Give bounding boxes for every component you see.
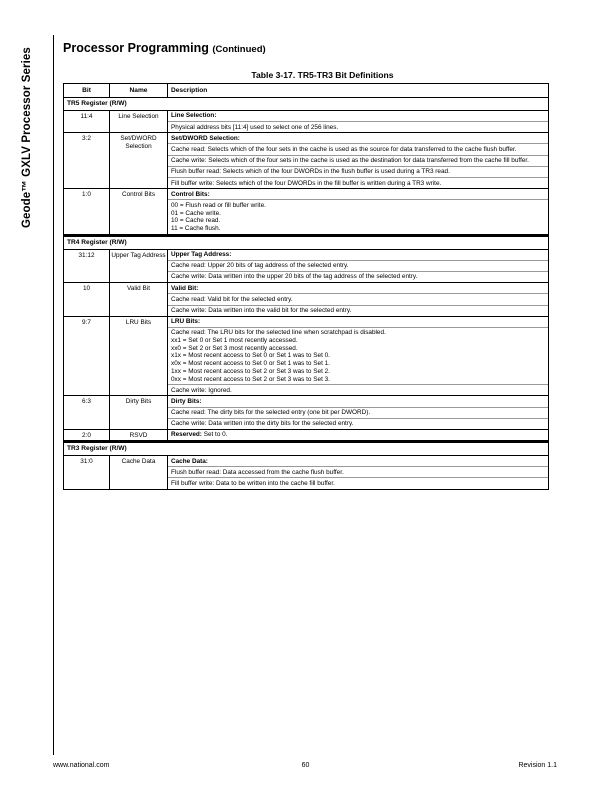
- description-subline: Cache read: The LRU bits for the selected line when scratchpad is disabled.: [171, 329, 386, 337]
- table-row: [64, 133, 549, 189]
- bit-cell: 9:7: [64, 316, 110, 396]
- bit-cell: 10: [64, 283, 110, 317]
- description-subline: 1xx = Most recent access to Set 2 or Set 3 was to Set 2.: [171, 367, 330, 375]
- column-header-bit: Bit: [64, 84, 110, 98]
- description-line: [168, 327, 548, 384]
- register-section-label: TR5 Register (R/W): [64, 98, 549, 111]
- side-series-title: [21, 40, 43, 228]
- register-section-row: [64, 98, 549, 111]
- register-section-row: [64, 235, 549, 249]
- description-line: Cache write: Selects which of the four sets in the cache is used as the destination for data transferred from the cache fill buffer.: [168, 155, 548, 166]
- description-cell: [168, 316, 549, 396]
- table-title: Table 3-17. TR5-TR3 Bit Definitions: [251, 70, 394, 80]
- name-cell: LRU Bits: [110, 316, 168, 396]
- heading-suffix: (Continued): [212, 44, 266, 55]
- bit-cell: 11:4: [64, 110, 110, 132]
- description-line: Cache read: Valid bit for the selected entry.: [168, 293, 548, 304]
- description-cell: [168, 133, 549, 189]
- description-subline: x1x = Most recent access to Set 0 or Set 1 was to Set 0.: [171, 352, 330, 360]
- description-line: [168, 430, 548, 440]
- description-text: Set to 0.: [203, 431, 228, 439]
- description-heading: Cache Data:: [171, 457, 208, 465]
- description-subline: 00 = Flush read or fill buffer write.: [171, 201, 266, 209]
- column-header-description: Description: [168, 84, 549, 98]
- table-row: [64, 283, 549, 317]
- description-heading: Upper Tag Address:: [171, 251, 232, 259]
- description-heading: LRU Bits:: [171, 318, 201, 326]
- table-row: [64, 456, 549, 490]
- bit-cell: 1:0: [64, 189, 110, 235]
- bit-cell: 31:12: [64, 249, 110, 283]
- description-heading: Dirty Bits:: [171, 397, 202, 405]
- name-cell: Control Bits: [110, 189, 168, 235]
- description-line: Flush buffer read: Selects which of the four DWORDs in the flush buffer is used during a TR3 read.: [168, 166, 548, 177]
- description-line: Flush buffer read: Data accessed from the cache flush buffer.: [168, 466, 548, 477]
- description-line: Fill buffer write: Data to be written into the cache fill buffer.: [168, 477, 548, 488]
- table-row: [64, 189, 549, 235]
- description-line: Fill buffer write: Selects which of the four DWORDs in the fill buffer is written during a TR3 write.: [168, 177, 548, 188]
- description-line: Physical address bits [11:4] used to select one of 256 lines.: [168, 121, 548, 132]
- name-cell: Line Selection: [110, 110, 168, 132]
- heading-main: Processor Programming: [63, 41, 209, 55]
- bit-cell: 2:0: [64, 429, 110, 441]
- description-cell: [168, 283, 549, 317]
- name-cell: RSVD: [110, 429, 168, 441]
- description-heading: Reserved:: [171, 431, 202, 439]
- description-line: Cache read: Upper 20 bits of tag address of the selected entry.: [168, 260, 548, 271]
- table-row: [64, 249, 549, 283]
- description-cell: [168, 249, 549, 283]
- footer-page-number: 60: [301, 762, 310, 769]
- table-body: [64, 98, 549, 490]
- description-subline: 0xx = Most recent access to Set 2 or Set 3 was to Set 3.: [171, 375, 330, 383]
- description-line: Cache write: Data written into the valid bit for the selected entry.: [168, 305, 548, 316]
- description-line: Cache read: Selects which of the four sets in the cache is used as the source for data transferred to the cache flush buffer.: [168, 143, 548, 154]
- description-cell: [168, 429, 549, 441]
- description-cell: [168, 456, 549, 490]
- description-heading: Control Bits:: [171, 190, 210, 198]
- description-cell: [168, 110, 549, 132]
- table-row: [64, 316, 549, 396]
- table-header-row: [64, 84, 549, 98]
- description-line: [168, 199, 548, 233]
- description-subline: x0x = Most recent access to Set 0 or Set 1 was to Set 1.: [171, 360, 330, 368]
- name-cell: Set/DWORD Selection: [110, 133, 168, 189]
- description-cell: [168, 189, 549, 235]
- description-subline: xx0 = Set 2 or Set 3 most recently accessed.: [171, 344, 298, 352]
- bit-cell: 3:2: [64, 133, 110, 189]
- footer-website: www.national.com: [53, 762, 110, 769]
- footer-revision: Revision 1.1: [518, 762, 557, 769]
- table-row: [64, 429, 549, 441]
- bit-cell: 6:3: [64, 396, 110, 430]
- register-section-label: TR3 Register (R/W): [64, 442, 549, 456]
- register-section-label: TR4 Register (R/W): [64, 235, 549, 249]
- description-line: Cache read: The dirty bits for the selected entry (one bit per DWORD).: [168, 407, 548, 418]
- table-row: [64, 396, 549, 430]
- name-cell: Dirty Bits: [110, 396, 168, 430]
- name-cell: Valid Bit: [110, 283, 168, 317]
- name-cell: Cache Data: [110, 456, 168, 490]
- register-section-row: [64, 442, 549, 456]
- bit-cell: 31:0: [64, 456, 110, 490]
- page-heading: [63, 41, 266, 55]
- description-subline: 11 = Cache flush.: [171, 224, 221, 232]
- bit-definitions-table: [63, 83, 549, 490]
- side-series-title-text: Geode™ GXLV Processor Series: [21, 47, 33, 228]
- description-subline: 01 = Cache write.: [171, 209, 221, 217]
- description-subline: xx1 = Set 0 or Set 1 most recently accessed.: [171, 337, 298, 345]
- description-heading: Set/DWORD Selection:: [171, 134, 240, 142]
- description-line: Cache write: Ignored.: [168, 384, 548, 395]
- left-margin-rule: [53, 35, 54, 755]
- description-heading: Line Selection:: [171, 112, 217, 120]
- table-row: [64, 110, 549, 132]
- description-line: Cache write: Data written into the upper 20 bits of the tag address of the selected entry.: [168, 271, 548, 282]
- column-header-name: Name: [110, 84, 168, 98]
- name-cell: Upper Tag Address: [110, 249, 168, 283]
- description-heading: Valid Bit:: [171, 284, 199, 292]
- description-line: Cache write: Data written into the dirty bits for the selected entry.: [168, 418, 548, 429]
- description-cell: [168, 396, 549, 430]
- description-subline: 10 = Cache read.: [171, 217, 221, 225]
